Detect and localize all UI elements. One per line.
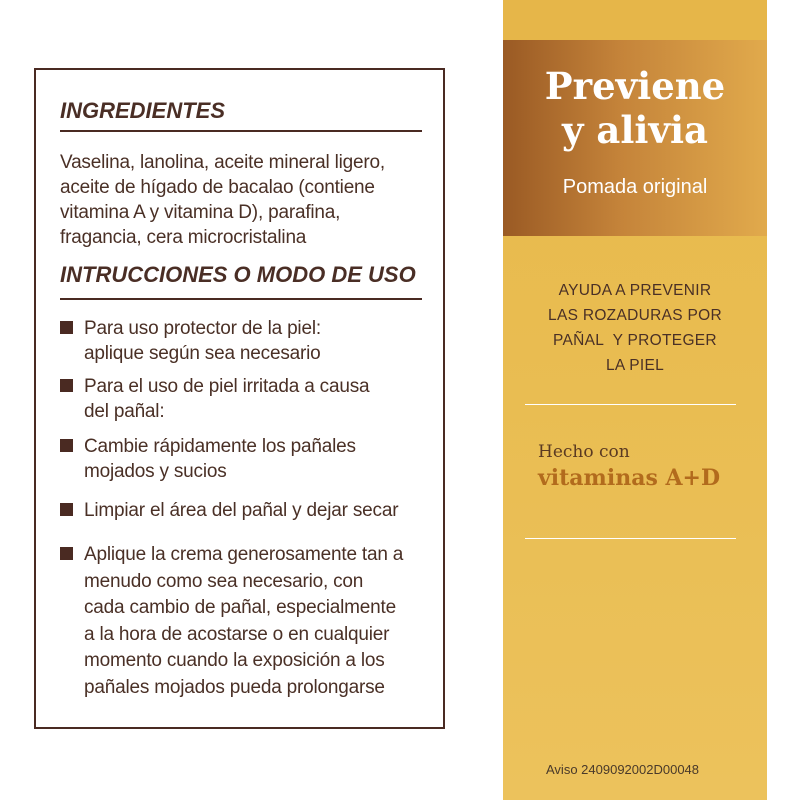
panel-divider-top — [525, 404, 736, 405]
instruction-line: momento cuando la exposición a los — [84, 650, 385, 671]
instruction-line: menudo como sea necesario, con — [84, 570, 364, 592]
instruction-item — [60, 374, 430, 424]
square-bullet-icon — [60, 503, 73, 516]
instruction-line: Limpiar el área del pañal y dejar secar — [84, 500, 399, 521]
square-bullet-icon — [60, 379, 73, 392]
claim-line: PAÑAL Y PROTEGER — [553, 332, 717, 349]
instruction-line: cada cambio de pañal, especialmente — [84, 597, 396, 618]
ingredients-line: vitamina A y vitamina D), parafina, — [60, 202, 341, 223]
claim-line: LA PIEL — [605, 357, 665, 374]
instruction-item — [60, 498, 430, 523]
brand-banner — [503, 40, 767, 236]
instruction-line: pañales mojados pueda prolongarse — [84, 676, 385, 698]
instruction-line: aplique según sea necesario — [84, 343, 321, 364]
made-with-label: Hecho con — [538, 442, 630, 462]
ingredients-divider — [60, 130, 422, 132]
instruction-item — [60, 316, 430, 366]
panel-divider-bottom — [525, 538, 736, 539]
square-bullet-icon — [60, 547, 73, 560]
ingredients-card — [34, 68, 445, 729]
square-bullet-icon — [60, 321, 73, 334]
brand-subtitle: Pomada original — [562, 176, 708, 198]
vitamins-highlight: vitaminas A+D — [538, 465, 721, 491]
ingredients-line: Vaselina, lanolina, aceite mineral ligero, — [60, 152, 385, 173]
brand-title-line: y alivia — [562, 108, 708, 152]
instruction-line: Cambie rápidamente los pañales — [84, 436, 356, 457]
instructions-divider — [60, 298, 422, 300]
instruction-line: del pañal: — [84, 401, 165, 422]
ingredients-heading: INGREDIENTES — [60, 98, 226, 123]
instruction-line: mojados y sucios — [84, 461, 227, 482]
instruction-line: Para el uso de piel irritada a causa — [84, 376, 370, 397]
brand-title — [503, 64, 767, 152]
notice-code: Aviso 2409092002D00048 — [546, 762, 700, 777]
product-claim — [503, 278, 767, 378]
claim-line: LAS ROZADURAS POR — [548, 307, 722, 324]
instruction-item — [60, 434, 430, 484]
ingredients-line: aceite de hígado de bacalao (contiene — [60, 177, 375, 198]
ingredients-line: fragancia, cera microcristalina — [60, 227, 307, 248]
instruction-line: Para uso protector de la piel: — [84, 318, 321, 339]
claim-line: AYUDA A PREVENIR — [558, 282, 712, 299]
square-bullet-icon — [60, 439, 73, 452]
instruction-line: Aplique la crema generosamente tan a — [84, 544, 404, 565]
instruction-line: a la hora de acostarse o en cualquier — [84, 623, 390, 645]
instruction-item — [60, 542, 430, 701]
panel-top-band — [503, 0, 767, 40]
brand-title-line: Previene — [544, 64, 726, 108]
ingredients-text — [60, 150, 430, 250]
instructions-heading: INTRUCCIONES O MODO DE USO — [60, 262, 416, 287]
